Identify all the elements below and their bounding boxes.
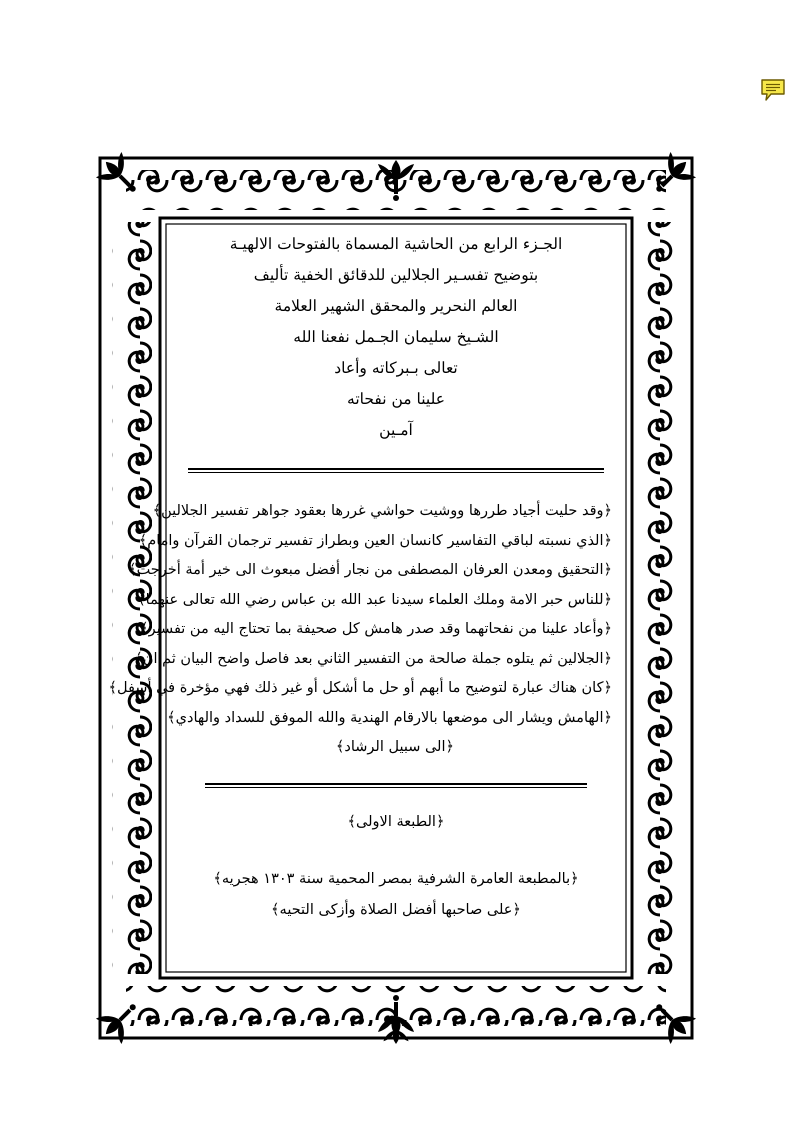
title-page-content — [108, 225, 612, 965]
title-line-1: الجـزء الرابع من الحاشية المسماة بالفتوحات الالهيـة — [229, 235, 563, 253]
title-block — [180, 229, 612, 446]
title-line-4: الشـيخ سليمان الجـمل نفعنا الله — [293, 328, 499, 346]
border-right-band — [640, 222, 680, 974]
description-line-8: ﴿الهامش ويشار الى موضعها بالارقام الهندية والله الموفق للسداد والهادي﴾ — [167, 709, 612, 726]
title-line-5: تعالى بـبركاته وأعاد — [334, 359, 458, 377]
description-line-4: ﴿للناس حبر الامة وملك العلماء سيدنا عبد الله بن عباس رضي الله تعالى عنهما﴾ — [137, 591, 612, 608]
title-line-7: آمـين — [379, 421, 413, 439]
description-line-7: ﴿كان هناك عبارة لتوضيح ما أبهم أو حل ما أشكل أو غير ذلك فهي مؤخرة في أسفل﴾ — [108, 680, 612, 696]
divider-rule-bottom — [205, 783, 587, 788]
description-line-3: ﴿التحقيق ومعدن العرفان المصطفى من نجار أفضل مبعوث الى خير أمة أخرجت﴾ — [128, 562, 612, 578]
edition-label: ﴿الطبعة الاولى﴾ — [347, 813, 445, 830]
description-line-5: ﴿وأعاد علينا من نفحاتهما وقد صدر هامش كل صحيفة بما تحتاج اليه من تفسير﴾ — [140, 621, 612, 637]
imprint-line-1: ﴿بالمطبعة العامرة الشرفية بمصر المحمية سنة ١٣٠٣ هجريه﴾ — [213, 870, 579, 887]
title-line-2: بتوضيح تفسـير الجلالين للدقائق الخفية تأليف — [253, 266, 539, 284]
title-line-6: علينا من نفحاته — [347, 390, 445, 408]
description-line-6: ﴿الجلالين ثم يتلوه جملة صالحة من التفسير الثاني بعد فاصل واضح البيان ثم ان﴾ — [134, 650, 612, 667]
divider-rule-top — [188, 468, 604, 473]
description-line-1: ﴿وقد حليت أجياد طررها ووشيت حواشي غررها بعقود جواهر تفسير الجلالين﴾ — [152, 503, 612, 519]
title-line-3: العالم النحرير والمحقق الشهير العلامة — [274, 297, 518, 315]
imprint-line-2: ﴿على صاحبها أفضل الصلاة وأزكى التحيه﴾ — [271, 901, 521, 918]
description-block — [108, 497, 612, 763]
imprint-block — [180, 864, 612, 926]
description-line-2: ﴿الذي نسبته لباقي التفاسير كانسان العين وبطراز تفسير ترجمان القرآن وامام﴾ — [138, 532, 612, 549]
description-line-9: ﴿الى سبيل الرشاد﴾ — [335, 739, 454, 755]
